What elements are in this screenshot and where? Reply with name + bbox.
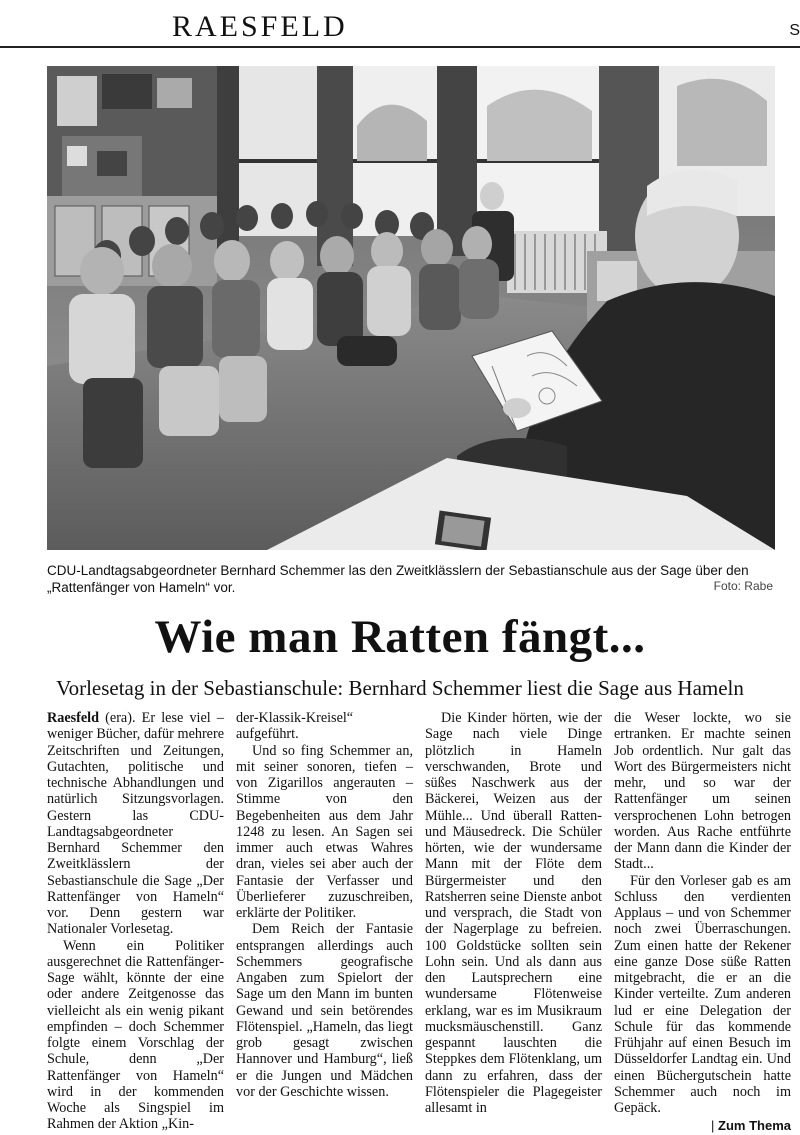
article-headline: Wie man Ratten fängt... xyxy=(154,611,646,663)
photo-caption: CDU-Landtagsabgeordneter Bernhard Schemmer las den Zweitklässlern der Sebastianschule aus der Sage über den „Rattenfänger von Hameln“ vor. xyxy=(47,563,749,595)
article-body xyxy=(47,710,791,1134)
related-topic-label: Zum Thema xyxy=(718,1118,791,1134)
section-header xyxy=(0,0,800,48)
article-paragraph xyxy=(47,710,224,938)
dateline: Raesfeld xyxy=(47,710,100,726)
article-paragraph: Dem Reich der Fantasie entsprangen allerdings auch Schemmers geografische Angaben zum Spielort der Sage um den Mann im bunten Gewand und sein betörendes Flötenspiel. „Hameln, das liegt grob gesagt zwischen Hannover und Hamburg“, ließ er die Jungen und Mädchen vor der Geschichte wissen. xyxy=(236,921,413,1100)
article-paragraph: Für den Vorleser gab es am Schluss den verdienten Applaus – und von Schemmer noch zwei Überraschungen. Zum einen hatte der Rekener eine ganze Dose süße Ratten mitgebracht, die er an die Kinder verteilte. Zum anderen lud er eine Delegation der Schule für das kommende Frühjahr auf einen Besuch im Düsseldorfer Landtag ein. Und einen Büchergutschein hatte Schemmer auch noch im Gepäck. xyxy=(614,872,791,1116)
classroom-reading-photo xyxy=(47,66,775,550)
adjacent-page-letter: S xyxy=(789,22,800,39)
article-column-2 xyxy=(236,710,413,1102)
article-column-4 xyxy=(614,710,791,1134)
photo-credit: Foto: Rabe xyxy=(713,579,773,593)
article-paragraph: der-Klassik-Kreisel“ aufgeführt. xyxy=(236,710,354,743)
article-photo xyxy=(47,66,775,550)
bleed-through-text xyxy=(362,14,452,38)
paragraph-text: (era). Er lese viel – weniger Bücher, dafür mehrere Zeitschriften und Zeitungen, Gutachten, politische und technische Abhandlungen und natürlich Sitzungsvorlagen. Gestern las CDU-Landtagsabgeordneter Bernhard Schemmer den Zweitklässlern der Sebastianschule die Sage „Der Rattenfänger von Hameln“ vor. Denn gestern war Nationaler Vorlesetag. xyxy=(47,710,224,938)
article-subheadline: Vorlesetag in der Sebastianschule: Bernhard Schemmer liest die Sage aus Hameln xyxy=(56,676,744,700)
article-paragraph: Wenn ein Politiker ausgerechnet die Rattenfänger-Sage wählt, könnte der eine oder andere Zeitgenosse das vielleicht als ein wenig pikant empfinden – doch Schemmer folgte einem Vorschlag der Schule, denn „Der Rattenfänger von Hameln“ wird in der kommenden Woche als Singspiel im Rahmen der Aktion „Kin- xyxy=(47,937,224,1133)
section-name: RAESFELD xyxy=(172,10,348,43)
separator-bar: | xyxy=(711,1118,719,1134)
article-column-3 xyxy=(425,710,602,1116)
article-paragraph: die Weser lockte, wo sie ertranken. Er machte seinen Job ordentlich. Nur galt das Wort des Bürgermeisters nicht mehr, und so war der Rattenfänger um seinen versprochenen Lohn betrogen worden. Aus Rache entführte der Mann dann die Kinder der Stadt... xyxy=(614,710,791,873)
article-paragraph: Und so fing Schemmer an, mit seiner sonoren, tiefen – von Zigarillos angerauten – Stimme von den Begebenheiten aus dem Jahr 1248 zu lesen. An Sagen sei immer auch etwas Wahres dran, vieles sei aber auch der Fantasie der Verfasser und Überlieferer zuzuschreiben, erklärte der Politiker. xyxy=(236,742,413,921)
article-paragraph: Die Kinder hörten, wie der Sage nach viele Dinge plötzlich in Hameln verschwanden, Brote und süßes Naschwerk aus der Bäckerei, Weizen aus der Mühle... Und überall Ratten- und Mäusedreck. Die Schüler hörten, wie der wundersame Mann mit der Flöte dem Bürgermeister und den Ratsherren seine Dienste anbot und versprach, die Stadt von der Nagerplage zu befreien. 100 Goldstücke sollten sein Lohn sein. Und als dann aus den Lautsprechern eine wundersame Flötenweise erklang, war es im Musikraum mucksmäuschenstill. Ganz gespannt lauschten die Steppkes dem Flötenklang, um dann zu erfahren, dass der Flötenspieler die Plagegeister allesamt in xyxy=(425,710,602,1116)
article-column-1 xyxy=(47,710,224,1133)
related-topic-link[interactable] xyxy=(614,1118,791,1134)
